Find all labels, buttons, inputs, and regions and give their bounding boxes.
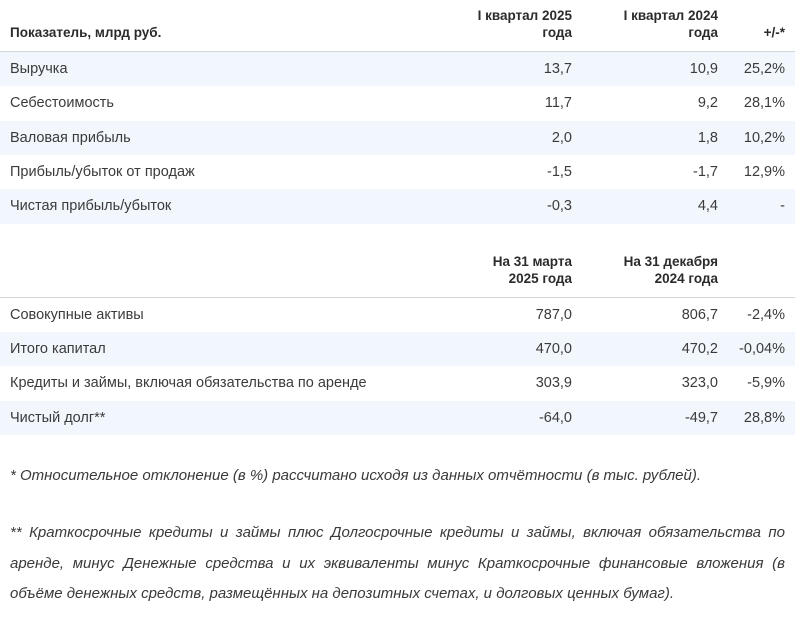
cell-change: 28,1% [728,86,795,120]
table-spacer [0,224,795,246]
table-row [0,189,795,223]
column-header-march-2025: На 31 марта 2025 года [452,246,582,297]
cell-december-2024: 470,2 [582,332,728,366]
cell-december-2024: 323,0 [582,366,728,400]
cell-q1-2025: -1,5 [452,155,582,189]
cell-change: 10,2% [728,121,795,155]
table-row [0,366,795,400]
cell-change: 25,2% [728,51,795,86]
cell-q1-2024: 4,4 [582,189,728,223]
income-statement-table [0,0,795,224]
cell-change: -0,04% [728,332,795,366]
cell-q1-2024: 10,9 [582,51,728,86]
column-header-december-2024: На 31 декабря 2024 года [582,246,728,297]
row-label: Совокупные активы [0,297,452,332]
cell-q1-2024: -1,7 [582,155,728,189]
column-header-q1-2024: I квартал 2024 года [582,0,728,51]
column-header-indicator: Показатель, млрд руб. [0,0,452,51]
column-header-change: +/-* [728,0,795,51]
row-label: Чистая прибыль/убыток [0,189,452,223]
row-label: Выручка [0,51,452,86]
table-row [0,155,795,189]
row-label: Итого капитал [0,332,452,366]
cell-change: -5,9% [728,366,795,400]
footnotes-section [0,461,795,610]
row-label: Себестоимость [0,86,452,120]
row-label: Валовая прибыль [0,121,452,155]
row-label: Кредиты и займы, включая обязательства по аренде [0,366,452,400]
balance-sheet-header [0,246,795,297]
cell-q1-2025: -0,3 [452,189,582,223]
cell-march-2025: 470,0 [452,332,582,366]
table-row [0,332,795,366]
table-row [0,86,795,120]
cell-march-2025: 303,9 [452,366,582,400]
table-row [0,51,795,86]
column-header-blank [0,246,452,297]
cell-change: -2,4% [728,297,795,332]
row-label: Прибыль/убыток от продаж [0,155,452,189]
footnote-double-asterisk: ** Краткосрочные кредиты и займы плюс Долгосрочные кредиты и займы, включая обязательства по аренде, минус Денежные средства и их эквиваленты минус Краткосрочные финансовые вложения (в объёме денежных средств, размещённых на депозитных счетах, и долговых ценных бумаг). [10,523,785,603]
column-header-q1-2025: I квартал 2025 года [452,0,582,51]
income-statement-header [0,0,795,51]
table-row [0,401,795,435]
cell-q1-2025: 2,0 [452,121,582,155]
cell-q1-2024: 9,2 [582,86,728,120]
table-header-row [0,0,795,51]
table-row [0,297,795,332]
income-statement-body [0,51,795,224]
cell-q1-2024: 1,8 [582,121,728,155]
cell-q1-2025: 13,7 [452,51,582,86]
row-label: Чистый долг** [0,401,452,435]
column-header-change [728,246,795,297]
cell-q1-2025: 11,7 [452,86,582,120]
cell-march-2025: 787,0 [452,297,582,332]
cell-change: 12,9% [728,155,795,189]
table-header-row [0,246,795,297]
balance-sheet-body [0,297,795,435]
cell-december-2024: -49,7 [582,401,728,435]
cell-change: - [728,189,795,223]
cell-change: 28,8% [728,401,795,435]
cell-march-2025: -64,0 [452,401,582,435]
footnote-single-asterisk: * Относительное отклонение (в %) рассчитано исходя из данных отчётности (в тыс. рублей). [10,467,702,485]
cell-december-2024: 806,7 [582,297,728,332]
balance-sheet-table [0,246,795,435]
table-row [0,121,795,155]
